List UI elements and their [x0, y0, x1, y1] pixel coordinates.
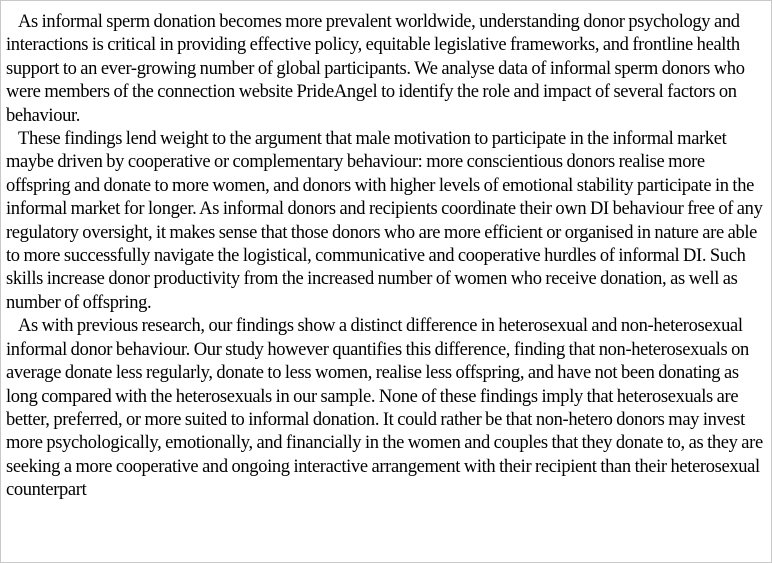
paragraph-1: As informal sperm donation becomes more prevalent worldwide, understanding donor psychology and interactions is critical in providing effective policy, equitable legislative frameworks, and frontline health support to an ever-growing number of global participants. We analyse data of informal sperm donors who were members of the connection website PrideAngel to identify the role and impact of several factors on behaviour.: [6, 12, 745, 126]
paragraph-2: These findings lend weight to the argument that male motivation to participate in the informal market maybe driven by cooperative or complementary behaviour: more conscientious donors realise more offspring and donate to more women, and donors with higher levels of emotional stability participate in the informal market for longer. As informal donors and recipients coordinate their own DI behaviour free of any regulatory oversight, it makes sense that those donors who are more efficient or organised in nature are able to more successfully navigate the logistical, communicative and cooperative hurdles of informal DI. Such skills increase donor productivity from the increased number of women who receive donation, as well as number of offspring.: [6, 129, 763, 313]
paragraph-3: As with previous research, our findings show a distinct difference in heterosexual and non-heterosexual informal donor behaviour. Our study however quantifies this difference, finding that non-heterosexuals on average donate less regularly, donate to less women, realise less offspring, and have not been donating as long compared with the heterosexuals in our sample. None of these findings imply that heterosexuals are better, preferred, or more suited to informal donation. It could rather be that non-hetero donors may invest more psychologically, emotionally, and financially in the women and couples that they donate to, as they are seeking a more cooperative and ongoing interactive arrangement with their recipient than their heterosexual counterpart: [6, 316, 763, 501]
document-text: [6, 11, 768, 503]
